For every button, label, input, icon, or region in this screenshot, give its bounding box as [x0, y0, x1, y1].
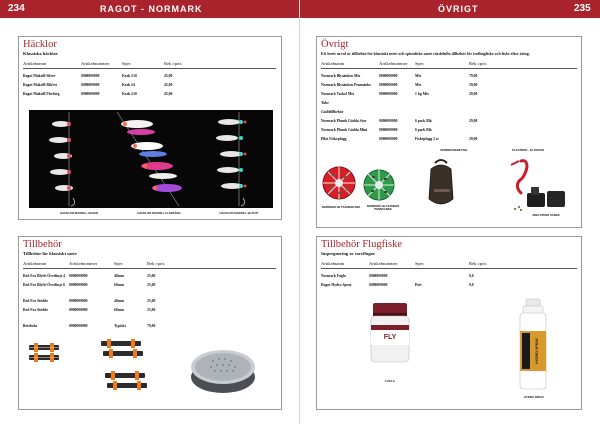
table-cell: 25,00 — [147, 308, 156, 312]
table-cell: 6 pack Blå — [415, 128, 432, 132]
table-cell: 79,00 — [147, 324, 156, 328]
column-header: Spec — [122, 61, 131, 66]
column-header: Rek cpris — [469, 61, 487, 66]
adelstens-sanke — [514, 187, 565, 211]
table-cell: 0000000000 — [81, 92, 100, 96]
column-header: Rek cpris — [164, 61, 182, 66]
column-header: Artikelnummer — [379, 61, 408, 66]
table-cell: Krok #10 — [122, 74, 137, 78]
table-cell: 29,00 — [469, 137, 478, 141]
table-cell: Normark Blysänken Mix — [321, 74, 361, 78]
spray-label: HYDRO SPRAY — [535, 337, 539, 365]
table-cell: Ragot Makrill Silver — [23, 74, 56, 78]
column-header: Artikelnummer — [369, 261, 398, 266]
table-cell: 60mm — [114, 308, 124, 312]
right-page-header: ÖVRIGT — [438, 4, 479, 14]
table-cell: Tube — [321, 101, 329, 105]
section-subtitle: Impregnering av torrflugor — [321, 251, 376, 256]
right-page-number: 235 — [574, 3, 591, 14]
table-cell: 0000000000 — [69, 308, 88, 312]
table-cell: 45,00 — [164, 92, 173, 96]
column-header: Artikelnamn — [321, 261, 345, 266]
section-ovrigt — [316, 36, 582, 228]
photo-caption: SPINNFISKEBETSEL — [440, 148, 468, 152]
table-cell: 29,00 — [469, 119, 478, 123]
column-header: Rek cpris — [469, 261, 487, 266]
pennsanke-box — [364, 170, 394, 200]
table-cell: Typiskt — [114, 324, 126, 328]
left-page-header: RAGOT - NORMARK — [100, 4, 203, 14]
section-tillbehor — [18, 236, 282, 410]
page-spine — [299, 0, 300, 424]
bait-box — [191, 350, 255, 393]
table-cell: 0000000000 — [81, 83, 100, 87]
spinnfiskebetsel-pouch — [429, 160, 453, 204]
table-cell: 0000000000 — [69, 299, 88, 303]
photo-caption: NORMARK BLYSÄNKEN PENNSÄNKE — [366, 204, 400, 212]
blysanken-mix-box — [323, 167, 355, 199]
photo-caption: HÄCKLOR MAKRILL SILVER — [60, 211, 98, 215]
table-cell: Pott — [415, 283, 422, 287]
table-cell: Normark Tackel Mix — [321, 92, 355, 96]
section-title: Tillbehör Flugfiske — [321, 239, 402, 250]
column-header: Spec — [114, 261, 123, 266]
photo-caption: NORMARK BLYSÄNKEN MIX — [321, 205, 361, 209]
column-header: Artikelnamn — [23, 61, 47, 66]
section-title: Häcklor — [23, 39, 57, 50]
table-cell: Beteboks — [23, 324, 38, 328]
table-cell: 60mm — [114, 283, 124, 287]
section-subtitle: Ett brett urval av tillbehör för klassiskt mete och spinnfiske samt värdefulla tillbehör för trollingfiske och fiske efter öring. — [321, 51, 530, 56]
page-header-bar — [0, 0, 600, 18]
table-cell: 1 kg Mix — [415, 92, 429, 96]
tillbehor-product-photos — [23, 335, 279, 401]
table-cell: Ragot Makrill Blå/vit — [23, 83, 57, 87]
table-cell: Red Fox Stödde — [23, 308, 48, 312]
table-cell: Mix — [415, 74, 422, 78]
table-cell: Fiskeplugg 2 st — [415, 137, 439, 141]
table-cell: Normark Plumb Gädda Mini — [321, 128, 368, 132]
table-cell: Red Fox Blyfri Överlinje 4 — [23, 274, 65, 278]
table-cell: 0000000000 — [81, 74, 100, 78]
table-cell: 59,00 — [469, 83, 478, 87]
column-header: Artikelnamn — [321, 61, 345, 66]
table-cell: 45,00 — [164, 74, 173, 78]
table-cell: Red Fox Blyfri Överlinje 6 — [23, 283, 65, 287]
column-header: Artikelnummer — [81, 61, 110, 66]
table-cell: 40mm — [114, 274, 124, 278]
hydro-spray-photo — [513, 297, 553, 393]
photo-caption: FUGLA — [385, 379, 395, 383]
plastror-cord — [511, 161, 527, 193]
table-cell: 0000000000 — [379, 74, 398, 78]
table-cell: Pilot Fiskeplugg — [321, 137, 347, 141]
float-winder-set-2 — [101, 339, 147, 390]
left-page-number: 234 — [8, 3, 25, 14]
table-cell: Normark Blysänken Pennsänke — [321, 83, 371, 87]
table-cell: 25,00 — [147, 274, 156, 278]
table-cell: 25,00 — [147, 283, 156, 287]
table-divider — [321, 268, 577, 269]
table-divider — [23, 268, 276, 269]
section-subtitle: Klassiska häcklor — [23, 51, 58, 56]
table-cell: 29,00 — [469, 92, 478, 96]
table-cell: Normark Fugla — [321, 274, 346, 278]
photo-caption: PLASTRÖR - 20 DOSOR — [511, 148, 544, 152]
photo-caption: HYDRO SPRAY — [523, 395, 545, 399]
table-cell: 0000000000 — [379, 137, 398, 141]
section-hacklor — [18, 36, 282, 220]
table-cell: 0000000000 — [379, 83, 398, 87]
jar-label: FLY — [383, 334, 397, 341]
table-cell: 0000000000 — [69, 283, 88, 287]
column-header: Rek cpris — [147, 261, 165, 266]
table-cell: 79,00 — [469, 74, 478, 78]
table-cell: 0000000000 — [69, 324, 88, 328]
section-subtitle: Tillbehör för klassiskt mete — [23, 251, 77, 256]
table-cell: 0000000000 — [69, 274, 88, 278]
table-cell: Ragot Makrill Flerfärg — [23, 92, 60, 96]
float-winder-set-1 — [29, 343, 59, 362]
table-divider — [321, 68, 577, 69]
table-cell: 0,0 — [469, 283, 474, 287]
table-cell: Ragot Hydro Spray — [321, 283, 352, 287]
column-header: Artikelnamn — [23, 261, 47, 266]
table-cell: 6 pack Blå — [415, 119, 432, 123]
table-cell: 25,00 — [147, 299, 156, 303]
table-cell: 0000000000 — [369, 283, 388, 287]
photo-caption: ÄDELSTENS SÄNKE — [532, 213, 560, 217]
column-header: Spec — [415, 61, 424, 66]
hacklor-product-photo — [29, 110, 273, 208]
fugla-jar-photo — [365, 301, 415, 367]
section-title: Tillbehör — [23, 239, 62, 250]
table-cell: Normark Plumb Gädda Stor — [321, 119, 367, 123]
table-cell: Gäddtillbehör — [321, 110, 344, 114]
photo-caption: HÄCKLOR MAKRILL FLERFÄRG — [137, 211, 181, 215]
table-cell: 0000000000 — [379, 128, 398, 132]
section-title: Övrigt — [321, 39, 349, 50]
table-cell: Krok #10 — [122, 92, 137, 96]
table-cell: 0000000000 — [379, 92, 398, 96]
table-cell: 0000000000 — [379, 119, 398, 123]
table-divider — [23, 68, 276, 69]
table-cell: Krok #4 — [122, 83, 135, 87]
section-flugfiske — [316, 236, 582, 410]
table-cell: Mix — [415, 83, 422, 87]
column-header: Spec — [415, 261, 424, 266]
table-cell: 45,00 — [164, 83, 173, 87]
photo-caption: HÄCKLOR MAKRILL BLÅ/VIT — [219, 211, 259, 215]
table-cell: 0,0 — [469, 274, 474, 278]
column-header: Artikelnummer — [69, 261, 98, 266]
table-cell: Red Fox Stödde — [23, 299, 48, 303]
table-cell: 0000000000 — [369, 274, 388, 278]
table-cell: 40mm — [114, 299, 124, 303]
